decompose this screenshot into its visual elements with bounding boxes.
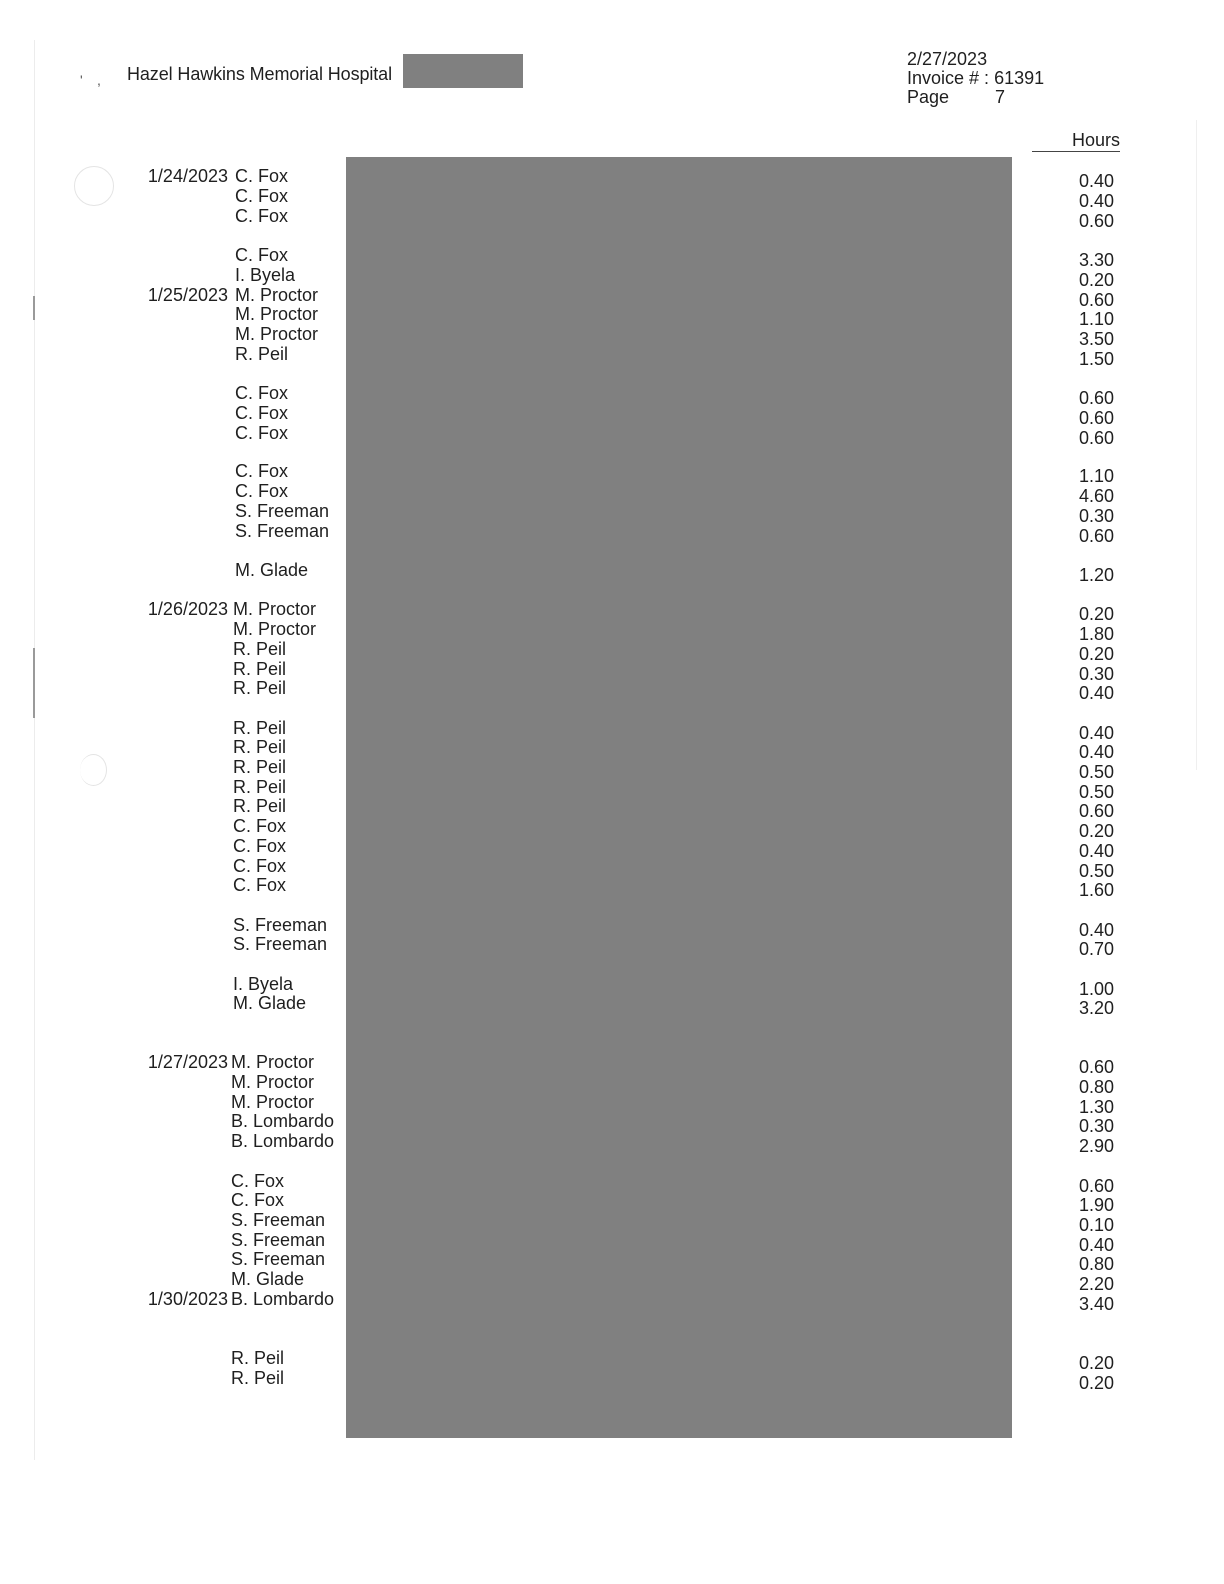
entry-hours: 1.50: [1078, 349, 1114, 369]
entry-timekeeper: M. Proctor: [235, 285, 319, 305]
entry-timekeeper: C. Fox: [233, 856, 287, 876]
time-entry-row: [0, 383, 1224, 408]
time-entry-row: [0, 560, 1224, 585]
time-entry-row: [0, 796, 1224, 821]
entry-date: 1/24/2023: [147, 166, 228, 186]
entry-hours: 0.80: [1078, 1077, 1114, 1097]
hospital-title: Hazel Hawkins Memorial Hospital: [127, 64, 392, 84]
time-entry-row: [0, 285, 1224, 310]
time-entry-row: [0, 718, 1224, 743]
entry-timekeeper: R. Peil: [233, 639, 287, 659]
entry-timekeeper: C. Fox: [235, 403, 289, 423]
time-entry-row: [0, 1230, 1224, 1255]
time-entry-row: [0, 344, 1224, 369]
invoice-number: 61391: [994, 68, 1045, 88]
entry-hours: 1.60: [1078, 880, 1114, 900]
time-entry-row: [0, 1171, 1224, 1196]
entry-hours: 1.30: [1078, 1097, 1114, 1117]
entry-hours: 0.40: [1078, 742, 1114, 762]
entry-timekeeper: M. Proctor: [233, 599, 317, 619]
entry-hours: 3.50: [1078, 329, 1114, 349]
entry-hours: 1.20: [1078, 565, 1114, 585]
entry-timekeeper: S. Freeman: [235, 521, 330, 541]
invoice-label: Invoice # :: [907, 68, 990, 88]
time-entry-row: [0, 1131, 1224, 1156]
time-entry-row: [0, 856, 1224, 881]
entry-timekeeper: R. Peil: [231, 1368, 285, 1388]
time-entry-row: [0, 1348, 1224, 1373]
entry-timekeeper: S. Freeman: [233, 915, 328, 935]
time-entry-row: [0, 836, 1224, 861]
entry-timekeeper: C. Fox: [235, 423, 289, 443]
time-entry-row: [0, 324, 1224, 349]
entry-hours: 0.30: [1078, 664, 1114, 684]
entry-hours: 0.20: [1078, 1373, 1114, 1393]
entry-hours: 0.40: [1078, 723, 1114, 743]
entry-hours: 3.20: [1078, 998, 1114, 1018]
time-entry-row: [0, 1092, 1224, 1117]
entry-date: 1/26/2023: [147, 599, 228, 619]
entry-hours: 0.60: [1078, 290, 1114, 310]
entry-timekeeper: M. Proctor: [231, 1092, 315, 1112]
entry-hours: 0.60: [1078, 408, 1114, 428]
entry-timekeeper: M. Proctor: [231, 1072, 315, 1092]
entry-hours: 2.20: [1078, 1274, 1114, 1294]
entry-hours: 0.40: [1078, 1235, 1114, 1255]
entry-hours: 0.20: [1078, 270, 1114, 290]
time-entry-row: [0, 521, 1224, 546]
time-entry-row: [0, 659, 1224, 684]
entry-timekeeper: B. Lombardo: [231, 1289, 335, 1309]
time-entry-row: [0, 757, 1224, 782]
time-entry-row: [0, 619, 1224, 644]
entry-timekeeper: R. Peil: [231, 1348, 285, 1368]
entry-hours: 0.60: [1078, 1057, 1114, 1077]
entry-timekeeper: C. Fox: [235, 245, 289, 265]
entry-timekeeper: R. Peil: [233, 737, 287, 757]
scan-tick-mark: ': [80, 72, 83, 88]
time-entry-row: [0, 1289, 1224, 1314]
entry-timekeeper: C. Fox: [235, 206, 289, 226]
entry-timekeeper: C. Fox: [233, 836, 287, 856]
entry-timekeeper: B. Lombardo: [231, 1111, 335, 1131]
entry-timekeeper: C. Fox: [233, 816, 287, 836]
hours-column-header: Hours: [1072, 130, 1121, 150]
entry-hours: 1.10: [1078, 309, 1114, 329]
time-entry-row: [0, 1249, 1224, 1274]
entry-timekeeper: I. Byela: [233, 974, 294, 994]
time-entry-row: [0, 1368, 1224, 1393]
entry-timekeeper: R. Peil: [233, 777, 287, 797]
redaction-box-title: [403, 54, 523, 88]
invoice-number-line: [907, 69, 1044, 88]
entry-hours: 2.90: [1078, 1136, 1114, 1156]
entry-hours: 0.50: [1078, 782, 1114, 802]
page-number-line: [907, 88, 1005, 107]
entry-timekeeper: S. Freeman: [231, 1230, 326, 1250]
entry-timekeeper: R. Peil: [235, 344, 289, 364]
time-entry-row: [0, 1269, 1224, 1294]
entry-hours: 0.40: [1078, 920, 1114, 940]
time-entry-row: [0, 1190, 1224, 1215]
entry-hours: 0.30: [1078, 1116, 1114, 1136]
time-entry-row: [0, 186, 1224, 211]
entry-timekeeper: S. Freeman: [233, 934, 328, 954]
entry-date: 1/25/2023: [147, 285, 228, 305]
entry-timekeeper: C. Fox: [235, 481, 289, 501]
entry-timekeeper: R. Peil: [233, 757, 287, 777]
entry-hours: 0.60: [1078, 428, 1114, 448]
entry-timekeeper: C. Fox: [231, 1190, 285, 1210]
time-entry-row: [0, 245, 1224, 270]
time-entry-row: [0, 166, 1224, 191]
time-entry-row: [0, 875, 1224, 900]
entry-hours: 0.70: [1078, 939, 1114, 959]
entry-timekeeper: R. Peil: [233, 678, 287, 698]
entry-timekeeper: B. Lombardo: [231, 1131, 335, 1151]
time-entry-row: [0, 481, 1224, 506]
page-number: 7: [995, 87, 1006, 107]
entry-timekeeper: M. Glade: [233, 993, 307, 1013]
time-entry-row: [0, 403, 1224, 428]
entry-hours: 0.20: [1078, 604, 1114, 624]
time-entry-row: [0, 737, 1224, 762]
scan-tick-mark: ,: [97, 72, 101, 88]
page-label: Page: [907, 87, 950, 107]
entry-date: 1/27/2023: [147, 1052, 228, 1072]
entry-hours: 3.40: [1078, 1294, 1114, 1314]
entry-hours: 0.20: [1078, 644, 1114, 664]
time-entry-row: [0, 678, 1224, 703]
entry-hours: 0.40: [1078, 191, 1114, 211]
time-entry-row: [0, 974, 1224, 999]
entry-timekeeper: C. Fox: [233, 875, 287, 895]
entry-hours: 0.60: [1078, 1176, 1114, 1196]
entry-timekeeper: M. Proctor: [231, 1052, 315, 1072]
time-entry-row: [0, 461, 1224, 486]
entry-hours: 0.50: [1078, 861, 1114, 881]
entry-hours: 0.60: [1078, 526, 1114, 546]
entry-hours: 0.10: [1078, 1215, 1114, 1235]
time-entry-row: [0, 599, 1224, 624]
time-entry-row: [0, 206, 1224, 231]
time-entry-row: [0, 304, 1224, 329]
entry-timekeeper: C. Fox: [235, 166, 289, 186]
entry-hours: 0.60: [1078, 211, 1114, 231]
entry-hours: 0.60: [1078, 388, 1114, 408]
entry-hours: 0.40: [1078, 841, 1114, 861]
entry-timekeeper: R. Peil: [233, 718, 287, 738]
entry-timekeeper: S. Freeman: [235, 501, 330, 521]
entry-hours: 0.20: [1078, 821, 1114, 841]
entry-hours: 1.00: [1078, 979, 1114, 999]
invoice-date: 2/27/2023: [907, 49, 988, 69]
entry-timekeeper: R. Peil: [233, 659, 287, 679]
entry-timekeeper: C. Fox: [235, 186, 289, 206]
entry-timekeeper: M. Proctor: [235, 324, 319, 344]
time-entry-row: [0, 1111, 1224, 1136]
entry-hours: 0.30: [1078, 506, 1114, 526]
entry-hours: 0.60: [1078, 801, 1114, 821]
entry-hours: 0.80: [1078, 1254, 1114, 1274]
time-entry-row: [0, 423, 1224, 448]
entry-timekeeper: M. Proctor: [233, 619, 317, 639]
time-entry-row: [0, 915, 1224, 940]
entry-hours: 1.10: [1078, 466, 1114, 486]
time-entry-row: [0, 1210, 1224, 1235]
entry-hours: 4.60: [1078, 486, 1114, 506]
entry-timekeeper: S. Freeman: [231, 1210, 326, 1230]
entry-timekeeper: C. Fox: [235, 461, 289, 481]
entry-timekeeper: C. Fox: [231, 1171, 285, 1191]
time-entry-row: [0, 934, 1224, 959]
time-entry-row: [0, 265, 1224, 290]
entry-hours: 0.40: [1078, 683, 1114, 703]
entry-hours: 0.50: [1078, 762, 1114, 782]
entry-timekeeper: M. Proctor: [235, 304, 319, 324]
entry-hours: 0.40: [1078, 171, 1114, 191]
time-entry-row: [0, 501, 1224, 526]
entry-hours: 0.20: [1078, 1353, 1114, 1373]
entry-timekeeper: S. Freeman: [231, 1249, 326, 1269]
entry-timekeeper: I. Byela: [235, 265, 296, 285]
time-entry-row: [0, 993, 1224, 1018]
time-entry-row: [0, 639, 1224, 664]
entry-timekeeper: M. Glade: [235, 560, 309, 580]
time-entry-row: [0, 816, 1224, 841]
entry-timekeeper: M. Glade: [231, 1269, 305, 1289]
entry-hours: 1.80: [1078, 624, 1114, 644]
time-entry-row: [0, 777, 1224, 802]
entry-date: 1/30/2023: [147, 1289, 228, 1309]
entry-timekeeper: C. Fox: [235, 383, 289, 403]
time-entry-row: [0, 1072, 1224, 1097]
time-entry-row: [0, 1052, 1224, 1077]
entry-hours: 3.30: [1078, 250, 1114, 270]
entry-hours: 1.90: [1078, 1195, 1114, 1215]
entry-timekeeper: R. Peil: [233, 796, 287, 816]
hours-header-rule: [1032, 151, 1120, 152]
